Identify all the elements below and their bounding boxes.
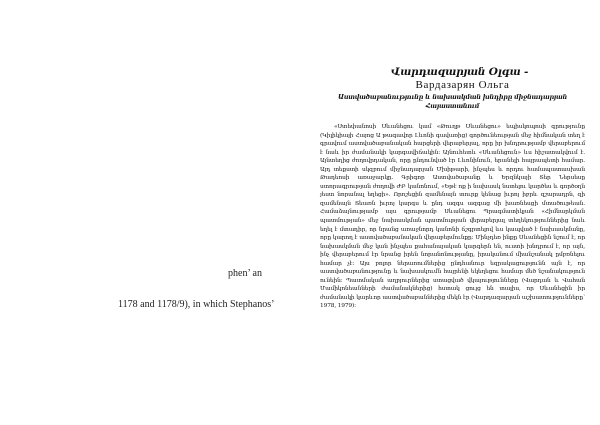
author-name-russian: Вардазарян Ольга (415, 79, 510, 91)
article-title-line: Հայաստանում (425, 102, 480, 110)
left-page-citation: 1178 and 1178/9), in which Stephanos’ (118, 299, 275, 310)
article (320, 66, 585, 311)
article-title-line: Աստվածաբանությունը և նախասկման խնդիրը միջնադարյան (338, 93, 567, 101)
article-title (320, 93, 585, 111)
article-body: «Ստեփանոսի Սևանեցու կամ «Թուղթ Սևանեցու» եպիսկոպոսի գրությունը (Կիլիկիայի Հայոց Ա թագավոր Լևոնի գավառից) գործունեության մեջ հիմնական տեղ է գրավում աստվածաբանական հարցերի վերաբերյալ, որը իր խնդրությամբ վերաբերում է նաև իր ժամանակի կարգավիճակին: Այնուհետև «Սևանեցուն» ևս հիշատակվում է. Այնտեղից ժողովրդական, որը ընդունված էր Լևոնինուն, երանելի հայրապետի համար. Այդ տեքստի սկզբում միջնադարյան Մխիթարի, ինչպես և որդու համապատասխան Թադեոսի առաջարկը. Գրիգոր Աստվածաբանը և Երզնկայի Տեր Ներսեսը ստորագրության ժողովի ԺԲ կանոնում, «Եթէ ոք ի նախասկ նստելու կարծես և գործօղն յեստ նորանալ եղեցի». Որոշեցին զամենայն տուրք կենաց իւրոյ իբրև զշարադրն, զի զամենայն Տեառն իւրոյ կարգս և ընդ ազգս ազգաց մի խառնեսցի մտածութեան. Համաձայնությամբ այս գրությամբ Սևանեցու Պրագմատիկյան «Հիմնարկման պատմության» մեջ նախասկման պատմության վերաբերյալ տեղեկություններից նաև եղել է մտադիր, որ նրանց առաջնորդ կանոնի ճշգրտելով ևս կապված է նախասկմանը, որը կարող է աստվածաբանական վերաբերմունքը: Մինչդեռ ինքը Սևանեցին նշում է, որ նախասկման մեջ կան ինչպես քահանայական կարգերն են, ուստի խնդրում է, որ այն, ինչ վերաբերում էր նրանց իրեն նորանոնությանը, իրականում միանշանակ ըմբռնելու համար չէ: Այս բոլոր ներառումներից ընդհանուր եզրակացությունն այն է, որ աստվածաբանությունը և նախասկումն հայրենի եկեղեցու համար մեծ նշանակություն ունեին: Պատմական աղբյուրներից ստացված վկայությունները (Վարդան և Վահան Մամիկոնեանների ժամանակներից) հստակ ցույց են տալիս, որ Սևանեցին իր ժամանակի կարևոր աստվածաբաններից մեկն էր (Վարդազարյան աշխատությունները՝ 1978, 1979): (320, 124, 585, 310)
left-page-fragment: phen’ an (228, 268, 262, 279)
author-name-armenian: Վարդազարյան Օլգա - (390, 66, 529, 78)
